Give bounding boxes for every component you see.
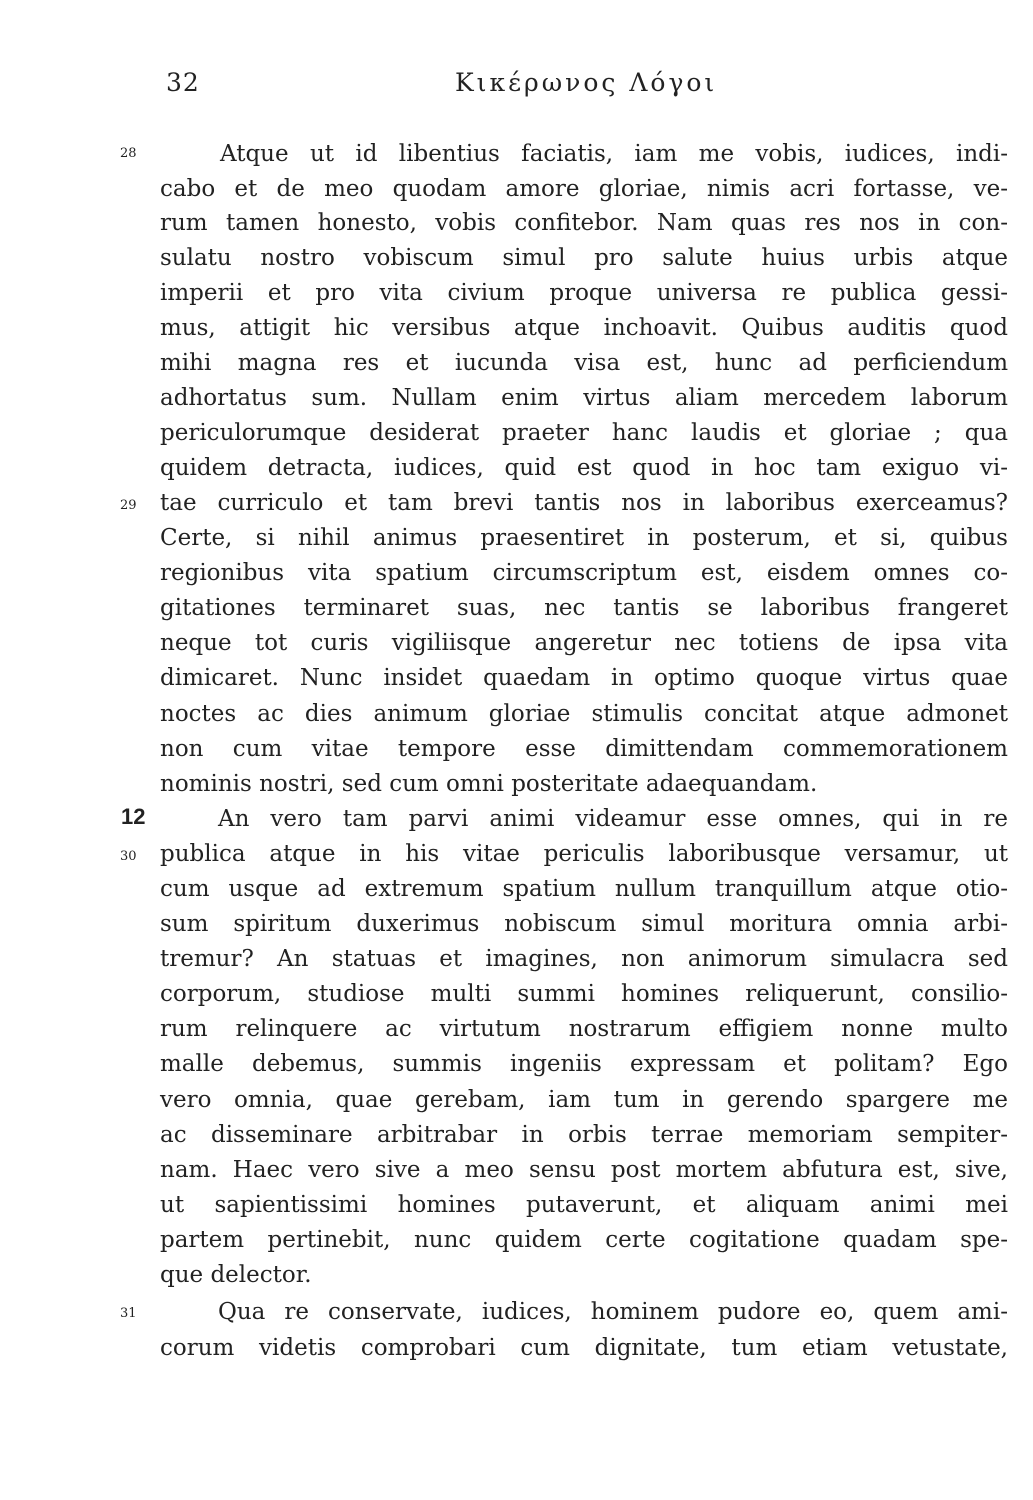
text-line: mus, attigit hic versibus atque inchoavit. Quibus auditis quod	[160, 315, 1008, 341]
text-line: dimicaret. Nunc insidet quaedam in optimo quoque virtus quae	[160, 665, 1008, 691]
text-line: nam. Haec vero sive a meo sensu post mortem abfutura est, sive,	[160, 1157, 1008, 1183]
text-line: neque tot curis vigiliisque angeretur nec totiens de ipsa vita	[160, 630, 1008, 656]
text-line: que delector.	[160, 1262, 312, 1288]
text-line: malle debemus, summis ingeniis expressam et politam? Ego	[160, 1051, 1008, 1077]
text-line: cum usque ad extremum spatium nullum tranquillum atque otio-	[160, 876, 1008, 902]
text-line: tae curriculo et tam brevi tantis nos in laboribus exerceamus?	[160, 490, 1008, 516]
text-line: tremur? An statuas et imagines, non animorum simulacra sed	[160, 946, 1008, 972]
text-line: cabo et de meo quodam amore gloriae, nimis acri fortasse, ve-	[160, 176, 1008, 202]
text-line: An vero tam parvi animi videamur esse omnes, qui in re	[218, 806, 1008, 832]
text-line: imperii et pro vita civium proque universa re publica gessi-	[160, 280, 1008, 306]
text-line: partem pertinebit, nunc quidem certe cogitatione quadam spe-	[160, 1227, 1008, 1253]
text-line: corum videtis comprobari cum dignitate, tum etiam vetustate,	[160, 1335, 1008, 1361]
text-line: adhortatus sum. Nullam enim virtus aliam mercedem laborum	[160, 385, 1008, 411]
text-line: rum tamen honesto, vobis confitebor. Nam quas res nos in con-	[160, 210, 1008, 236]
text-line: ut sapientissimi homines putaverunt, et aliquam animi mei	[160, 1192, 1008, 1218]
text-line: vero omnia, quae gerebam, iam tum in gerendo spargere me	[160, 1087, 1008, 1113]
section-number-12: 12	[121, 804, 146, 829]
running-title: Κικέρωνος Λόγοι	[455, 68, 718, 97]
text-line: rum relinquere ac virtutum nostrarum effigiem nonne multo	[160, 1016, 1008, 1042]
text-line: non cum vitae tempore esse dimittendam commemorationem	[160, 736, 1008, 762]
text-line: gitationes terminaret suas, nec tantis se laboribus frangeret	[160, 595, 1008, 621]
page-number: 32	[166, 68, 200, 97]
text-line: sum spiritum duxerimus nobiscum simul moritura omnia arbi-	[160, 911, 1008, 937]
text-line: Atque ut id libentius faciatis, iam me vobis, iudices, indi-	[220, 141, 1008, 167]
text-line: regionibus vita spatium circumscriptum est, eisdem omnes co-	[160, 560, 1008, 586]
margin-number-28: 28	[120, 146, 137, 161]
text-line: publica atque in his vitae periculis laboribusque versamur, ut	[160, 841, 1008, 867]
text-line: corporum, studiose multi summi homines reliquerunt, consilio-	[160, 981, 1008, 1007]
text-line: mihi magna res et iucunda visa est, hunc ad perficiendum	[160, 350, 1008, 376]
text-line: Certe, si nihil animus praesentiret in posterum, et si, quibus	[160, 525, 1008, 551]
margin-number-29: 29	[120, 498, 137, 513]
text-line: periculorumque desiderat praeter hanc laudis et gloriae ; qua	[160, 420, 1008, 446]
margin-number-30: 30	[120, 849, 137, 864]
text-line: sulatu nostro vobiscum simul pro salute huius urbis atque	[160, 245, 1008, 271]
margin-number-31: 31	[120, 1306, 137, 1321]
text-line: Qua re conservate, iudices, hominem pudore eo, quem ami-	[218, 1299, 1008, 1325]
text-line: quidem detracta, iudices, quid est quod in hoc tam exiguo vi-	[160, 455, 1008, 481]
text-line: nominis nostri, sed cum omni posteritate adaequandam.	[160, 771, 818, 797]
text-line: noctes ac dies animum gloriae stimulis concitat atque admonet	[160, 701, 1008, 727]
text-line: ac disseminare arbitrabar in orbis terrae memoriam sempiter-	[160, 1122, 1008, 1148]
